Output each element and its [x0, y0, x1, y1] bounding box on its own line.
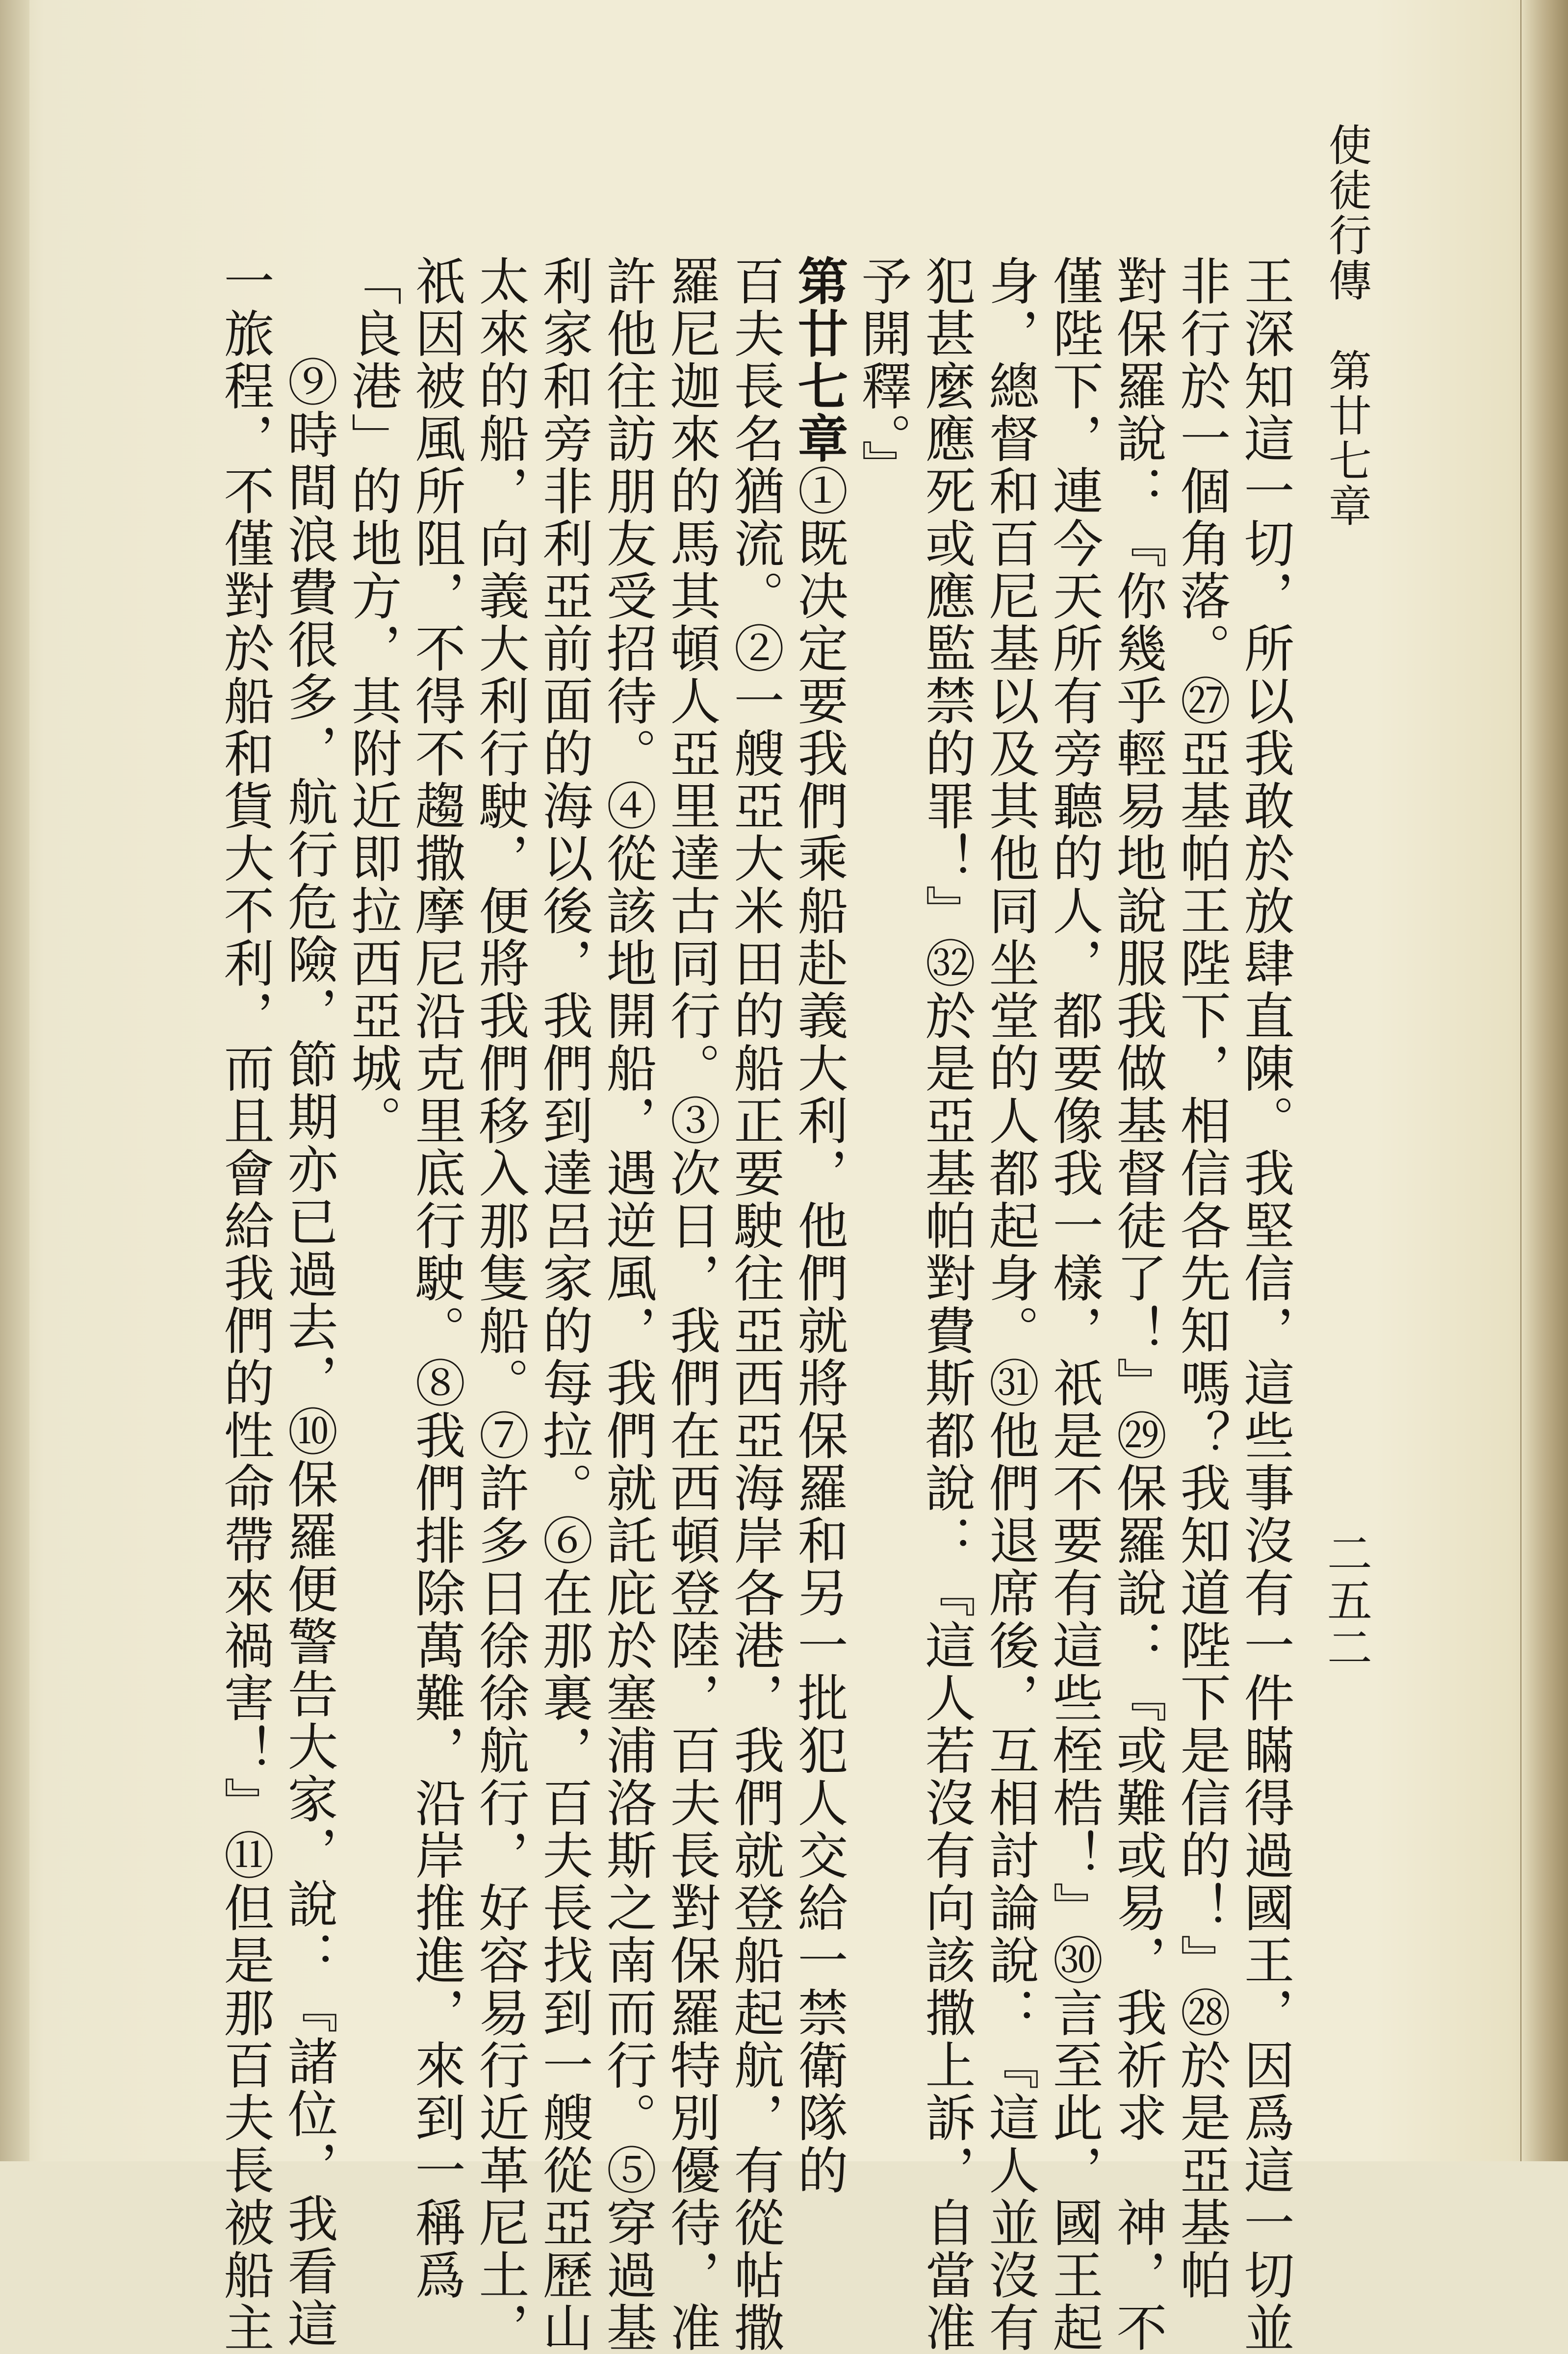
text-column: 對保羅說：『你幾乎輕易地說服我做基督徒了！』㉙保羅說：『或難或易，我祈求 神，不 [1108, 255, 1167, 2354]
text-column: 王深知這一切，所以我敢於放肆直陳。我堅信，這些事沒有一件瞞得過國王，因爲這一切並 [1235, 255, 1294, 2354]
text-column: 百夫長名猶流。②一艘亞大米田的船正要駛往亞西亞海岸各港，我們就登船起航，有從帖撒 [725, 255, 784, 2354]
page-gutter [0, 0, 29, 2161]
page-number: 二五二 [1320, 1530, 1372, 1671]
text-column: 祇因被風所阻，不得不趨撒摩尼沿克里底行駛。⑧我們排除萬難，沿岸推進，來到一稱爲 [407, 255, 465, 2302]
chapter-start-column [789, 255, 848, 2197]
indented-paragraph-column: ⑨時間浪費很多，航行危險，節期亦已過去，⑩保羅便警告大家，說：『諸位，我看這 [279, 356, 338, 2350]
text-column: 予開釋。』 [853, 255, 912, 492]
text-column: 「良港」的地方，其附近即拉西亞城。 [343, 255, 402, 1147]
text-column: 利家和旁非利亞前面的海以後，我們到達呂家的每拉。⑥在那裏，百夫長找到一艘從亞歷山 [534, 255, 593, 2354]
page-edge [1520, 0, 1568, 2161]
chapter-heading: 第廿七章 [789, 255, 848, 465]
text-column: 一旅程，不僅對於船和貨大不利，而且會給我們的性命帶來禍害！』⑪但是那百夫長被船主 [215, 255, 274, 2354]
text-column: 非行於一個角落。㉗亞基帕王陛下，相信各先知嗎？我知道陛下是信的！』㉘於是亞基帕 [1172, 255, 1231, 2302]
text-column: 身，總督和百尼基以及其他同坐堂的人都起身。㉛他們退席後，互相討論說：『這人並沒有 [980, 255, 1039, 2354]
running-title: 使徒行傳 第廿七章 [1322, 123, 1372, 529]
text-column: 太來的船，向義大利行駛，便將我們移入那隻船。⑦許多日徐徐航行，好容易行近革尼土， [470, 255, 529, 2354]
chapter-opening-text: ①既决定要我們乘船赴義大利，他們就將保羅和另一批犯人交給一禁衛隊的 [789, 465, 848, 2197]
text-column: 僅陛下，連今天所有旁聽的人，都要像我一樣，祇是不要有這些桎梏！』㉚言至此，國王起 [1044, 255, 1103, 2354]
text-column: 犯甚麼應死或應監禁的罪！』㉜於是亞基帕對費斯都說：『這人若沒有向該撒上訴，自當准 [917, 255, 976, 2354]
text-column: 羅尼迦來的馬其頓人亞里達古同行。③次日，我們在西頓登陸，百夫長對保羅特別優待，准 [662, 255, 720, 2354]
text-column: 許他往訪朋友受招待。④從該地開船，遇逆風，我們就託庇於塞浦洛斯之南而行。⑤穿過基 [598, 255, 657, 2354]
